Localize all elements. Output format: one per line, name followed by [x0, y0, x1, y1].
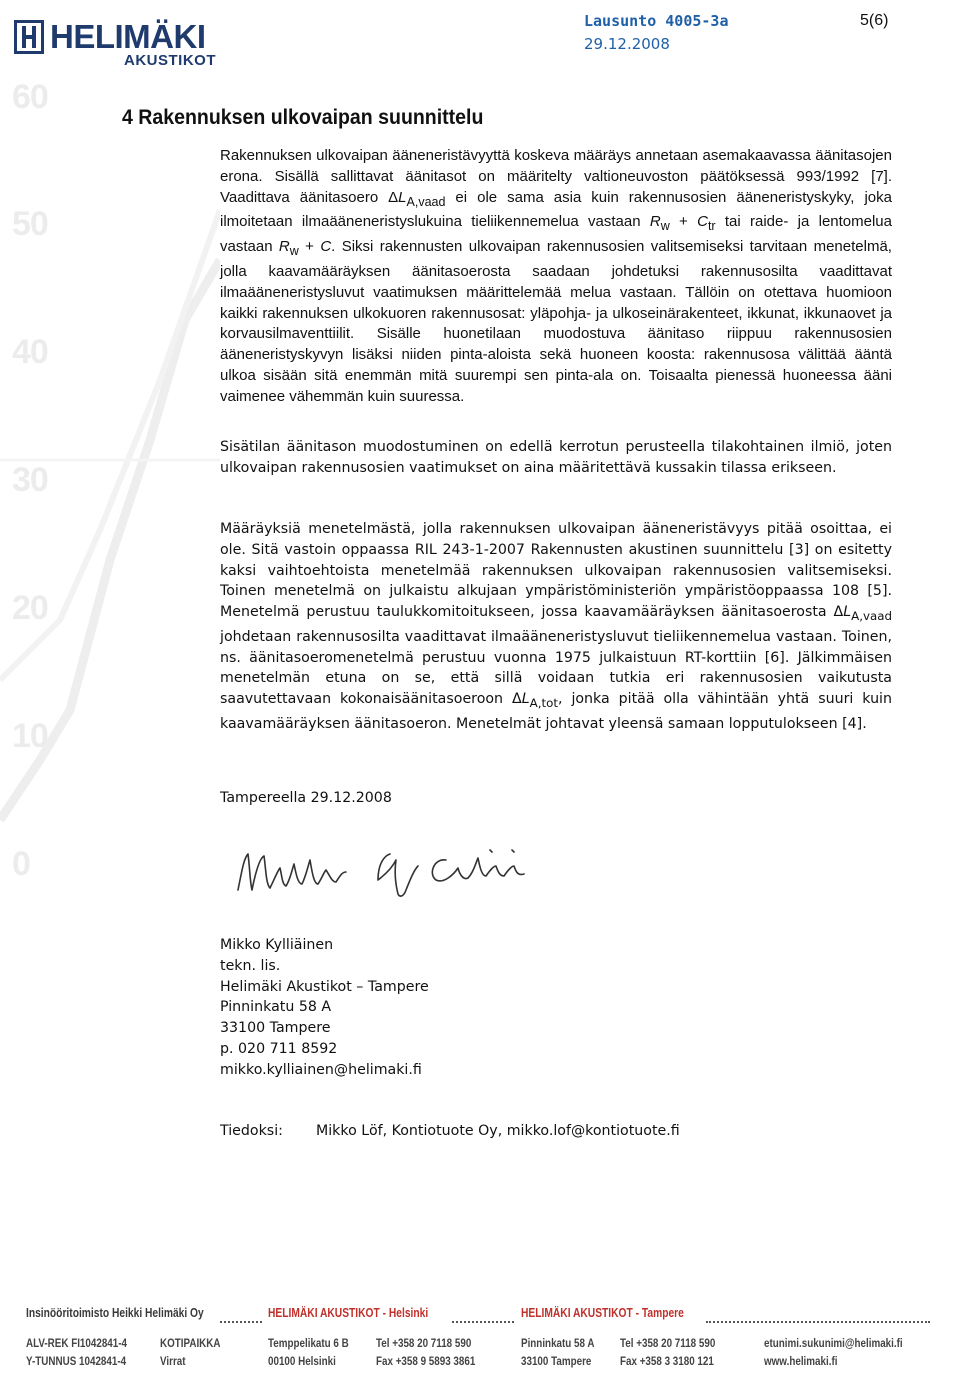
p1-text-b: ei ole sama asia kuin rakennusosien ääneneristyskyky, joka ilmoitetaan ilmaääneneristyslukuina tieliikennemelua vastaan: [220, 188, 892, 231]
background-axis-number: 20: [12, 589, 48, 627]
p1-symbol-r2: R: [278, 238, 290, 256]
footer-dots: [220, 1321, 262, 1323]
background-axis-number: 10: [12, 717, 48, 755]
p3-subscript-atot: A,tot: [529, 696, 558, 711]
p1-symbol-c: C: [697, 213, 708, 231]
footer-dots: [452, 1321, 514, 1323]
footer-email[interactable]: etunimi.sukunimi@helimaki.fi: [764, 1336, 903, 1350]
p1-subscript-w2: w: [289, 244, 299, 259]
footer-tampere-fax: Fax +358 3 3180 121: [620, 1354, 714, 1368]
cc-label: Tiedoksi:: [220, 1123, 283, 1139]
p1-subscript-tr: tr: [707, 219, 716, 234]
document-id: Lausunto 4005-3a: [584, 12, 729, 30]
signer-title: tekn. lis.: [220, 957, 281, 974]
signer-contact: [220, 935, 429, 1081]
cc-recipients: Mikko Löf, Kontiotuote Oy, mikko.lof@kontiotuote.fi: [316, 1123, 680, 1139]
signer-email: mikko.kylliainen@helimaki.fi: [220, 1061, 422, 1078]
place-and-date: Tampereella 29.12.2008: [220, 790, 392, 806]
p1-symbol-l: L: [398, 188, 407, 206]
p3-text-a: Määräyksiä menetelmästä, jolla rakennuksen ulkovaipan ääneneristävyys pitää osoittaa, ei ole. Sitä vastoin oppaassa RIL 243-1-2007 Rakennusten akustinen suunnittelu [3] on esitetty kaksi vaihtoehtoista menetelmää rakennuksen ulkovaipan rakennusosien valitsemiseksi. Toinen menetelmä on julkaistu alkujaan ympäristöministeriön ympäristöoppaassa 108 [5]. Menetelmä perustuu taulukkomitoitukseen, jossa kaavamääräyksen äänitasoerosta Δ: [220, 521, 892, 621]
footer-tampere-office: HELIMÄKI AKUSTIKOT - Tampere: [521, 1306, 684, 1320]
p3-text-b: johdetaan rakennusosilta vaadittavat ilmaääneneristysluvut tieliikennemelua vastaan. Toinen, ns. äänitasoeromenetelmä perustuu vuonna 1975 julkaistuun RT-korttiin [6]. Jälkimmäisen menetelmän etuna on se, että sillä voidaan tutkia eri rakennusosien vaikutusta saavutettavaan kokonaisäänitasoeroon Δ: [220, 628, 892, 708]
footer-kotipaikka-label: KOTIPAIKKA: [160, 1336, 221, 1350]
footer-helsinki-tel: Tel +358 20 7118 590: [376, 1336, 472, 1350]
background-axis-number: 30: [12, 461, 48, 499]
footer-helsinki-fax: Fax +358 9 5893 3861: [376, 1354, 476, 1368]
background-axis-number: 0: [12, 845, 30, 883]
paragraph-1: [220, 146, 892, 408]
p1-symbol-r: R: [649, 213, 661, 231]
footer-ytunnus: Y-TUNNUS 1042841-4: [26, 1354, 127, 1368]
paragraph-2: Sisätilan äänitason muodostuminen on edellä kerrotun perusteella tilakohtainen ilmiö, joten ulkovaipan rakennusosien vaatimukset on aina määritettävä kussakin tilassa erikseen.: [220, 439, 892, 476]
footer-tampere-postal: 33100 Tampere: [521, 1354, 592, 1368]
footer-dots: [706, 1321, 930, 1323]
footer-alv: ALV-REK FI1042841-4: [26, 1336, 128, 1350]
signer-name: Mikko Kylliäinen: [220, 937, 334, 953]
background-axis-number: 60: [12, 78, 48, 116]
signer-street: Pinninkatu 58 A: [220, 999, 332, 1016]
p1-subscript-w: w: [660, 219, 670, 234]
p1-plus2: +: [298, 238, 321, 256]
paragraph-3: [220, 519, 892, 735]
background-axis-number: 40: [12, 333, 48, 371]
signer-company: Helimäki Akustikot – Tampere: [220, 978, 429, 995]
page-number: 5(6): [860, 12, 889, 29]
p3-symbol-l2: L: [521, 691, 530, 708]
p3-symbol-l: L: [843, 604, 852, 621]
p3-subscript-avaad: A,vaad: [851, 609, 892, 624]
handwritten-signature: [228, 840, 568, 900]
document-date: 29.12.2008: [584, 35, 670, 53]
p1-plus: +: [669, 213, 698, 231]
signer-phone: p. 020 711 8592: [220, 1040, 338, 1057]
signer-postal: 33100 Tampere: [220, 1020, 331, 1037]
p1-text-c: tai raide- ja lentomelua vastaan: [220, 213, 892, 256]
footer-tampere-street: Pinninkatu 58 A: [521, 1336, 595, 1350]
logo-name: HELIMÄKI: [50, 18, 206, 55]
p1-text-d: . Siksi rakennusten ulkovaipan rakennusosien valitsemiseksi tarvitaan menetelmä, jolla kaavamääräyksen äänitasoerosta saadaan johdetuksi rakennusosilta vaadittavat ilmaääneneristysluvut vaatimuksen määrittelemää melua vastaan. Tällöin on otettava huomioon kaikki rakennuksen ulkokuoren rakennusosat: yläpohja- ja ulkoseinärakenteet, ikkunat, ikkunaovet ja korvausilmaventtiilit. Sisälle huonetilaan muodostuva äänitaso riippuu rakennusosien ääneneristyskyvyn lisäksi niiden pinta-aloista sekä huoneen koosta: rakennusosa välittää ääntä ulkoa sisään sitä enemmän mitä suurempi sen pinta-ala on. Toisaalta pienessä huoneessa ääni vaimenee vähemmän kuin suuressa.: [220, 238, 892, 405]
logo-subtitle: AKUSTIKOT: [124, 52, 216, 69]
footer-helsinki-postal: 00100 Helsinki: [268, 1354, 336, 1368]
footer-helsinki-office: HELIMÄKI AKUSTIKOT - Helsinki: [268, 1306, 429, 1320]
footer-tampere-tel: Tel +358 20 7118 590: [620, 1336, 716, 1350]
p3-text-c: , jonka pitää olla vähintään yhtä suuri kuin kaavamääräyksen äänitasoeron. Menetelmät johtavat yleensä samaan lopputulokseen [4].: [220, 691, 892, 732]
p1-symbol-c2: C: [320, 238, 332, 256]
footer-website[interactable]: www.helimaki.fi: [764, 1354, 838, 1368]
p1-text-a: Rakennuksen ulkovaipan ääneneristävyyttä koskeva määräys annetaan asemakaavassa äänitasojen erona. Sisällä sallittavat äänitasot on määritelty valtioneuvoston päätöksessä 993/1992 [7]. Vaadittava äänitasoero Δ: [220, 147, 892, 206]
p1-subscript-avaad: A,vaad: [406, 194, 446, 209]
footer-helsinki-street: Temppelikatu 6 B: [268, 1336, 349, 1350]
footer-kotipaikka: Virrat: [160, 1354, 186, 1368]
footer-organization: Insinööritoimisto Heikki Helimäki Oy: [26, 1306, 204, 1320]
section-heading: 4 Rakennuksen ulkovaipan suunnittelu: [122, 106, 484, 129]
background-axis-number: 50: [12, 205, 48, 243]
logo-mark-icon: [14, 20, 44, 54]
